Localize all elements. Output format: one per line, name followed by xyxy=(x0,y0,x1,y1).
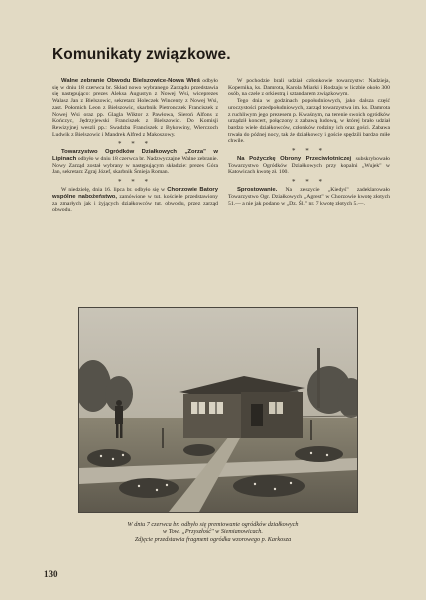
garden-photo xyxy=(78,307,358,513)
page-number: 130 xyxy=(44,569,58,579)
article-obwod-bielszowice xyxy=(52,78,218,138)
article-text: odbyło w dniu 18 czerwca br. Nadzwyczajne Walne zebranie. Nowy Zarząd został wybrany w następującym składzie: prezes Góra Jan, sekretarz Zgraj Józef, skarbnik Śmieja Roman. xyxy=(52,156,219,176)
article-pochod xyxy=(228,78,390,98)
photo-caption xyxy=(60,521,366,543)
article-text: Tego dnia w godzinach popołudniowych, jako dalsza część uroczystości przedpołudniowych, zarząd towarzystwa im. ks. Damrota z ruchliwym jego prezesem p. Kwaśnym, na terenie swoich ogródków urządził koncert, połączony z zabawą ludową, w której brało udział bardzo wiele działkowców, członków rodziny ich oraz gości. Zabawa trwała do późnej nocy, tak że działkowcy i goście spędzili bardzo miłe chwile. xyxy=(228,98,390,145)
caption-line: w Tow. „Przyszłość" w Siemianowicach. xyxy=(163,528,263,536)
right-column xyxy=(228,78,390,207)
article-text: subskrybowało Towarzystwo Ogródków Działkowych przy kopalni „Wujek" w Katowicach kwotę zł. 100. xyxy=(228,156,391,176)
article-pozyczka xyxy=(228,156,390,176)
article-lead: Sprostowanie. xyxy=(237,187,278,194)
caption-line: W dniu 7 czerwca br. odbyło się premiowanie ogródków działkowych xyxy=(127,521,299,528)
article-lead: Na Pożyczkę Obrony Przeciwlotniczej xyxy=(237,156,352,163)
left-column xyxy=(52,78,218,214)
garden-photo-image xyxy=(79,308,357,512)
separator: * * * xyxy=(118,140,152,149)
article-lead: Walne zebranie Obwodu Bielszowice-Nowa Wieś xyxy=(61,78,200,84)
separator: * * * xyxy=(292,147,326,156)
caption-line: Zdjęcie przedstawia fragment ogródka wzorowego p. Karkosza xyxy=(134,535,292,543)
article-zorza xyxy=(52,149,218,176)
article-lead: Towarzystwo Ogródków Działkowych „Zorza" w Lipinach xyxy=(52,149,218,163)
article-koncert xyxy=(228,98,390,145)
article-text: Na zeszycie „Kiedyś" zadeklarowało Towarzystwo Ogr. Działkowych „Agrest" w Chorzowie kwotę złotych 51.— a nie jak podano w „Dz. Śl." nr. 7 kwotę złotych 5.—. xyxy=(228,187,391,207)
article-lead: Chorzowie Batory wspólne nabożeństwo, xyxy=(52,187,218,200)
article-text: W niedzielę, dnia 16. lipca br. odbyło się w xyxy=(61,187,166,194)
separator: * * * xyxy=(118,178,152,187)
article-text: zamówione w tut. kościele przedstawiony za zmarłych jak i żyjących działkowców tut. obwodu, przez zarząd obwodu. xyxy=(52,193,218,214)
article-sprostowanie xyxy=(228,187,390,207)
separator: * * * xyxy=(292,178,326,187)
article-text: odbyło się w dniu 18 czerwca br. Skład nowo wybranego Zarządu przedstawia się następująco: prezes Aleksa Augustyn z Nowej Wsi, wiceprezes Walasz Jan z Bielszowic, sekretarz Holeczek Wincenty z Nowej Wsi, zast. Połomich Leon z Bielszowic, skarbnik Pietronczek Franciszek z Nowej Wsi oraz pp. Glagla Wiktor z Pawłowa, Sieroń Alfons z Kończyc, Jędrzyjewski Franciszek z Bielszowic. Do Komisji Rewizyjnej weszli pp.: Swadzba Franciszek z Bykowiny, Wierczoch Ludwik z Bielszowic i Mandrek Alfred z Makoszowy. xyxy=(52,78,218,138)
article-text: W pochodzie brali udział członkowie towarzystw: Nadzieja, Kopernika, ks. Damrota, Karola Miarki i Rodzaju w liczbie około 300 osób, na czele z orkiestrą i sztandarem związkowym. xyxy=(228,78,390,98)
page-title: Komunikaty związkowe. xyxy=(52,46,231,63)
article-chorzow-batory xyxy=(52,187,218,214)
